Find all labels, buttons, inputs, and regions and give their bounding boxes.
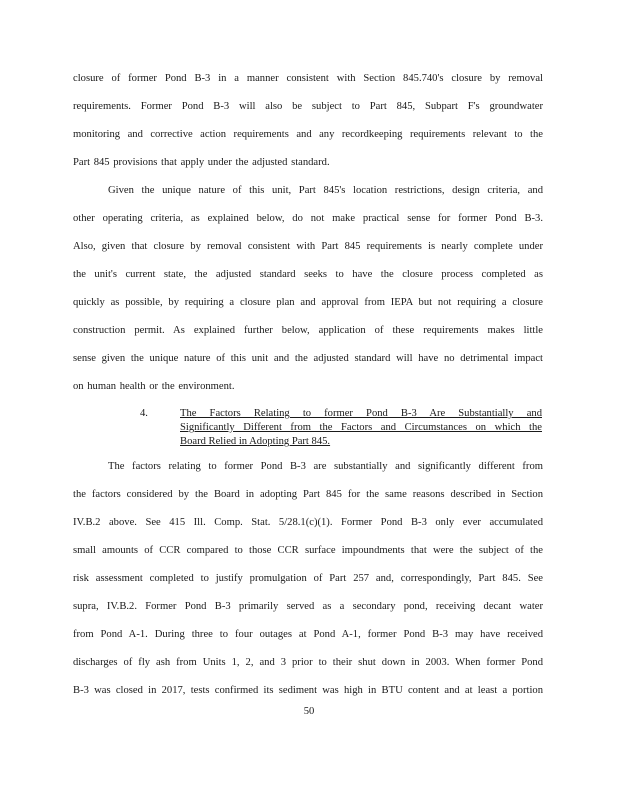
heading-line: Significantly Different from the Factors and Circumstances on which the — [180, 422, 542, 433]
text-line: Part 845 provisions that apply under the adjusted standard. — [73, 157, 330, 168]
text-line: the unit's current state, the adjusted standard seeks to have the closure process completed as — [73, 269, 543, 280]
text-line: monitoring and corrective action requirements and any recordkeeping requirements relevant to the — [73, 129, 543, 140]
text-line: supra, IV.B.2. Former Pond B-3 primarily served as a secondary pond, receiving decant water — [73, 601, 543, 612]
text-line: sense given the unique nature of this unit and the adjusted standard will have no detrimental impact — [73, 353, 543, 364]
text-line: from Pond A-1. During three to four outages at Pond A-1, former Pond B-3 may have received — [73, 629, 543, 640]
text-line: IV.B.2 above. See 415 Ill. Comp. Stat. 5/28.1(c)(1). Former Pond B-3 only ever accumulated — [73, 517, 543, 528]
text-line: The factors relating to former Pond B-3 are substantially and significantly different from — [108, 461, 543, 472]
text-line: quickly as possible, by requiring a closure plan and approval from IEPA but not requiring a closure — [73, 297, 543, 308]
heading-line: Board Relied in Adopting Part 845. — [180, 436, 331, 447]
text-line: the factors considered by the Board in adopting Part 845 for the same reasons described in Section — [73, 489, 543, 500]
text-line: discharges of fly ash from Units 1, 2, and 3 prior to their shut down in 2003. When former Pond — [73, 657, 543, 668]
text-line: B-3 was closed in 2017, tests confirmed its sediment was high in BTU content and at least a portion — [73, 685, 543, 696]
text-line: on human health or the environment. — [73, 381, 235, 392]
heading-line: The Factors Relating to former Pond B-3 Are Substantially and — [180, 408, 542, 419]
text-line: Given the unique nature of this unit, Part 845's location restrictions, design criteria, and — [108, 185, 543, 196]
page-number: 50 — [303, 706, 315, 717]
section-number: 4. — [140, 408, 148, 419]
text-line: construction permit. As explained further below, application of these requirements makes little — [73, 325, 543, 336]
text-line: other operating criteria, as explained below, do not make practical sense for former Pond B-3. — [73, 213, 543, 224]
text-line: requirements. Former Pond B-3 will also be subject to Part 845, Subpart F's groundwater — [73, 101, 543, 112]
section-heading — [140, 407, 544, 449]
text-line: small amounts of CCR compared to those CCR surface impoundments that were the subject of the — [73, 545, 543, 556]
text-line: closure of former Pond B-3 in a manner consistent with Section 845.740's closure by removal — [73, 73, 543, 84]
text-line: Also, given that closure by removal consistent with Part 845 requirements is nearly complete under — [73, 241, 543, 252]
text-line: risk assessment completed to justify promulgation of Part 257 and, correspondingly, Part 845. See — [73, 573, 543, 584]
